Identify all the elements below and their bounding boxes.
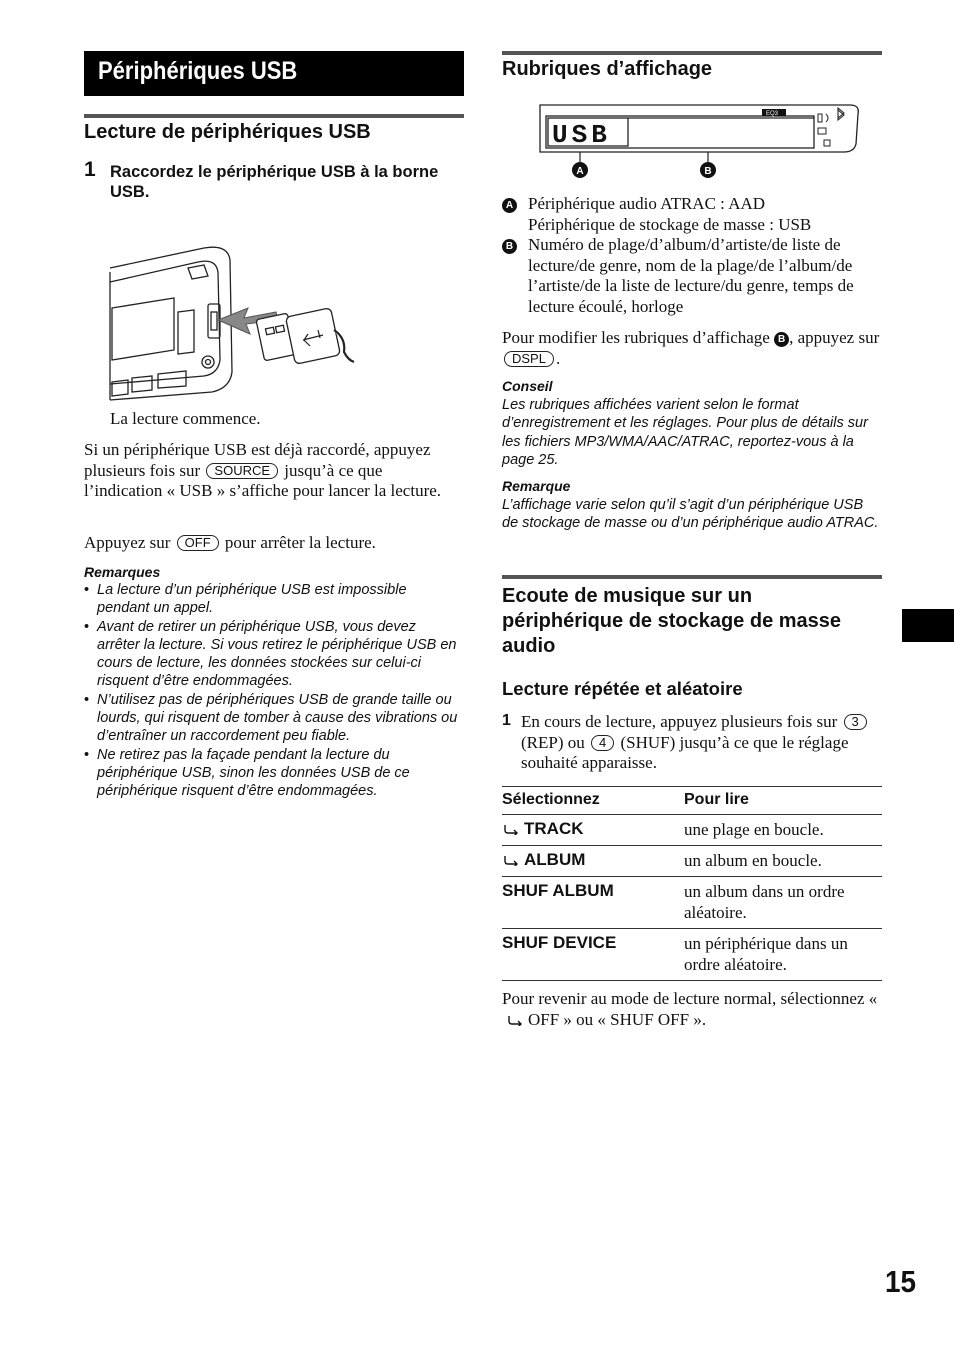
paragraph-source: Si un périphérique USB est déjà raccordé, appuyez plusieurs fois sur SOURCE jusqu’à ce que l’indication « USB » s’affiche pour lancer la lecture. bbox=[84, 440, 442, 500]
key-4: 4 bbox=[591, 735, 614, 751]
remarque-title: Remarque bbox=[502, 478, 571, 494]
page-number: 15 bbox=[885, 1264, 917, 1299]
table-row: ALBUM un album en boucle. bbox=[502, 846, 882, 877]
divider bbox=[502, 51, 882, 55]
callout-b: B bbox=[774, 332, 789, 347]
step-instruction: Raccordez le périphérique USB à la borne USB. bbox=[110, 163, 439, 201]
item-a: A Périphérique audio ATRAC : AAD Périphérique de stockage de masse : USB bbox=[502, 194, 882, 215]
playback-starts: La lecture commence. bbox=[110, 409, 261, 428]
remarks-list bbox=[84, 581, 462, 801]
section-banner bbox=[84, 51, 464, 96]
usb-connection-illustration bbox=[108, 242, 360, 402]
repeat-icon bbox=[506, 1014, 524, 1026]
ecoute-section-title: Ecoute de musique sur un périphérique de stockage de masse audio bbox=[502, 585, 842, 657]
revert-paragraph: Pour revenir au mode de lecture normal, sélectionnez « OFF » ou « SHUF OFF ». bbox=[502, 989, 878, 1029]
paragraph-off: Appuyez sur OFF pour arrêter la lecture. bbox=[84, 533, 376, 552]
table-header-play: Pour lire bbox=[684, 787, 882, 815]
step-number: 1 bbox=[502, 712, 511, 729]
chapter-tab bbox=[902, 609, 954, 642]
repeat-icon bbox=[502, 854, 520, 866]
remarque-text: L’affichage varie selon qu’il s’agit d’un périphérique USB de stockage de masse ou d’un périphérique audio ATRAC. bbox=[502, 497, 879, 532]
table-row: SHUF DEVICE un périphérique dans un ordre aléatoire. bbox=[502, 929, 882, 981]
off-key: OFF bbox=[177, 535, 219, 551]
dspl-key: DSPL bbox=[504, 351, 554, 367]
conseil-title: Conseil bbox=[502, 378, 553, 394]
repeat-icon bbox=[502, 823, 520, 835]
table-header-select: Sélectionnez bbox=[502, 787, 684, 815]
item-b: B Numéro de plage/d’album/d’artiste/de liste de lecture/de genre, nom de la plage/de l’album/de l’artiste/de la liste de lecture/du genre, temps de lecture écoulé, horloge bbox=[502, 235, 882, 256]
step-number: 1 bbox=[84, 158, 96, 181]
divider bbox=[84, 114, 464, 118]
repeat-mode-table bbox=[502, 786, 882, 981]
banner-title: Périphériques USB bbox=[98, 57, 298, 85]
source-key: SOURCE bbox=[206, 463, 278, 479]
eq-label: EQ3 bbox=[766, 111, 779, 117]
remarks-title: Remarques bbox=[84, 564, 161, 580]
divider bbox=[502, 575, 882, 579]
list-item: • Avant de retirer un périphérique USB, vous devez arrêter la lecture. Si vous retirez le périphérique USB en cours de lecture, les données stockées sur celui-ci risquent d’être endommagées. bbox=[84, 618, 462, 691]
section-title: Lecture de périphériques USB bbox=[84, 121, 371, 143]
display-text: USB bbox=[552, 120, 611, 150]
table-row: SHUF ALBUM un album dans un ordre aléatoire. bbox=[502, 877, 882, 929]
callout-a: A bbox=[576, 166, 584, 177]
repeat-step-instruction: En cours de lecture, appuyez plusieurs fois sur 3 (REP) ou 4 (SHUF) jusqu’à ce que le réglage souhaité apparaisse. bbox=[521, 712, 883, 774]
repeat-shuffle-title: Lecture répétée et aléatoire bbox=[502, 678, 743, 699]
list-item: • Ne retirez pas la façade pendant la lecture du périphérique USB, sinon les données USB de ce périphérique risquent d’être endommagées. bbox=[84, 746, 462, 801]
callout-a: A bbox=[502, 198, 517, 213]
key-3: 3 bbox=[844, 714, 867, 730]
table-row: TRACK une plage en boucle. bbox=[502, 815, 882, 846]
modify-display-paragraph: Pour modifier les rubriques d’affichage B , appuyez sur DSPL . bbox=[502, 328, 880, 368]
display-panel-illustration bbox=[538, 102, 864, 184]
list-item: • La lecture d’un périphérique USB est impossible pendant un appel. bbox=[84, 581, 462, 618]
display-section-title: Rubriques d’affichage bbox=[502, 58, 713, 80]
list-item: • N’utilisez pas de périphériques USB de grande taille ou lourds, qui risquent de tomber à cause des vibrations ou d’entraîner un raccordement peu fiable. bbox=[84, 691, 462, 746]
callout-b: B bbox=[502, 239, 517, 254]
table-header-row bbox=[502, 787, 882, 815]
callout-b: B bbox=[704, 166, 712, 177]
conseil-text: Les rubriques affichées varient selon le format d’enregistrement et les réglages. Pour plus de détails sur les fichiers MP3/WMA/AAC/ATRAC, reportez-vous à la page 25. bbox=[502, 397, 868, 468]
bluetooth-icon bbox=[838, 108, 844, 120]
